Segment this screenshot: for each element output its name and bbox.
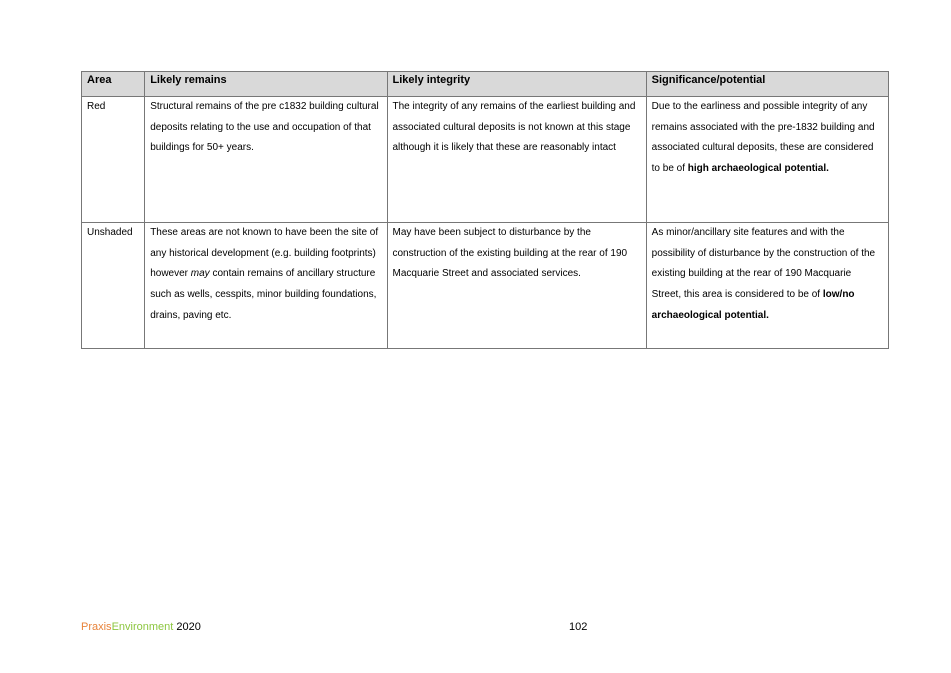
table-row-unshaded: [82, 223, 889, 349]
significance-text-unshaded: As minor/ancillary site features and with the possibility of disturbance by the construction of the existing building at the rear of 190 Macquarie Street, this area is considered to be of: [651, 227, 876, 301]
cell-area-unshaded: Unshaded: [82, 223, 145, 349]
remains-text-after: contain remains of ancillary structure such as wells, cesspits, minor building foundations, drains, paving etc.: [150, 268, 377, 321]
footer-brand: [81, 620, 201, 634]
table-row-red: [82, 97, 889, 223]
table-header-row: [82, 72, 889, 97]
brand-year: 2020: [173, 621, 201, 633]
cell-significance-unshaded: [646, 223, 888, 349]
brand-environment: Environment: [111, 621, 174, 633]
remains-text-before: These areas are not known to have been the site of any historical development (e.g. building footprints) however: [150, 227, 379, 280]
cell-integrity-red: The integrity of any remains of the earliest building and associated cultural deposits is not known at this stage although it is likely that these are reasonably intact: [387, 97, 646, 223]
cell-remains-unshaded: [145, 223, 387, 349]
archaeological-potential-table: [81, 71, 889, 349]
cell-area-red: Red: [82, 97, 145, 223]
significance-text-red: Due to the earliness and possible integrity of any remains associated with the pre-1832 building and associated cultural deposits, these are considered to be of: [651, 101, 875, 175]
cell-remains-red: Structural remains of the pre c1832 building cultural deposits relating to the use and occupation of that buildings for 50+ years.: [145, 97, 387, 223]
significance-rating-red: high archaeological potential.: [687, 163, 829, 175]
significance-rating-unshaded: low/no archaeological potential.: [651, 289, 855, 321]
header-likely-integrity: Likely integrity: [387, 72, 646, 97]
cell-integrity-unshaded: May have been subject to disturbance by the construction of the existing building at the rear of 190 Macquarie Street and associated services.: [387, 223, 646, 349]
header-area: Area: [82, 72, 145, 97]
page-number: 102: [569, 621, 588, 633]
header-significance-potential: Significance/potential: [646, 72, 888, 97]
header-likely-remains: Likely remains: [145, 72, 387, 97]
remains-text-italic: may: [190, 268, 210, 280]
cell-significance-red: [646, 97, 888, 223]
brand-praxis: Praxis: [81, 621, 112, 633]
